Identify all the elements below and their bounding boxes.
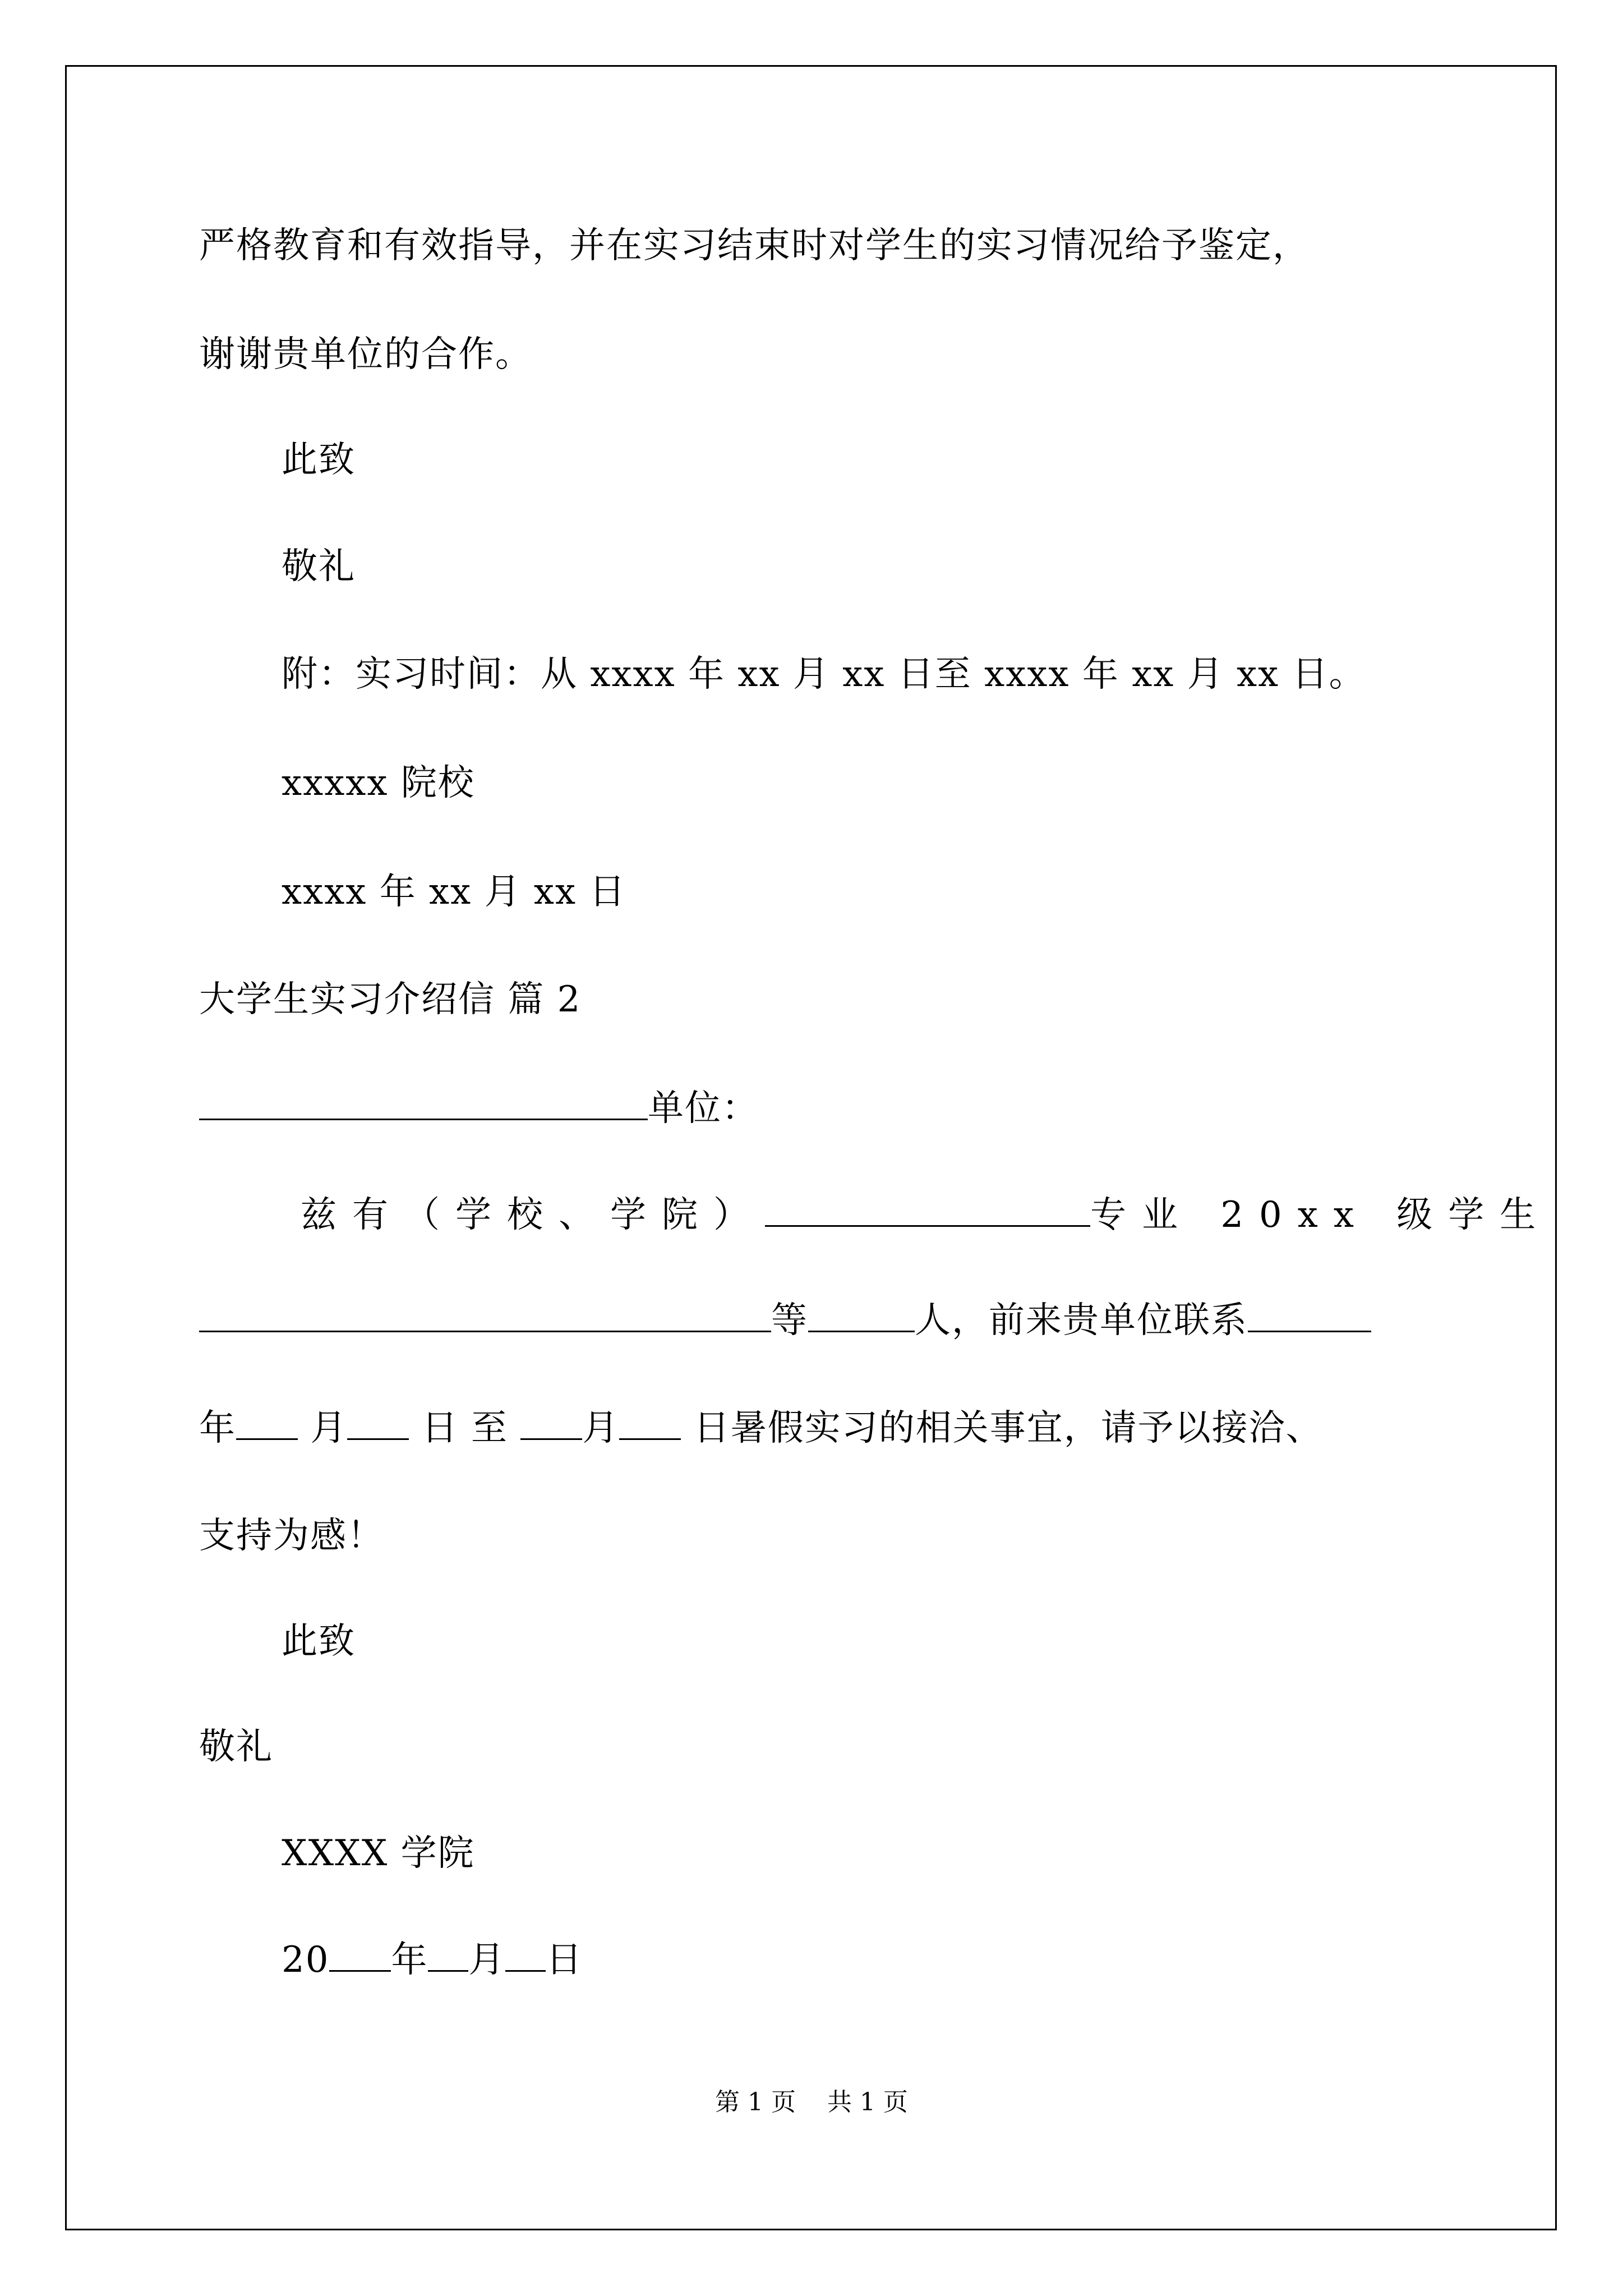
blank-underline: [808, 1297, 915, 1332]
introduction-line: [301, 1191, 1551, 1237]
school-signature: xxxxx 院校: [282, 762, 475, 804]
month-label: 月: [582, 1407, 620, 1449]
salutation: 此致: [282, 439, 356, 481]
regards: 敬礼: [282, 546, 356, 587]
blank-underline: [1248, 1297, 1371, 1332]
period-line: [199, 1405, 1323, 1451]
blank-underline: [329, 1936, 391, 1972]
section-heading: 大学生实习介绍信 篇 2: [199, 979, 582, 1020]
blank-underline: [199, 1085, 648, 1120]
blank-underline: [347, 1405, 409, 1440]
page-footer: 第 1 页 共 1 页: [715, 2088, 908, 2116]
month-label: 月: [468, 1939, 506, 1981]
major-grade-label: 专业 20xx 级学生: [1090, 1194, 1552, 1236]
signature-date: xxxx 年 xx 月 xx 日: [282, 871, 626, 913]
year-label: 年: [199, 1407, 236, 1449]
blank-underline: [520, 1405, 582, 1440]
blank-underline: [619, 1405, 681, 1440]
blank-underline: [199, 1297, 771, 1332]
year-label: 年: [391, 1939, 428, 1981]
signature-date: [282, 1936, 583, 1982]
school-college-label: 兹有（学校、学院）: [301, 1194, 765, 1236]
unit-label: 单位：: [648, 1088, 759, 1129]
blank-underline: [236, 1405, 298, 1440]
recipient-line: [199, 1085, 759, 1131]
regards: 敬礼: [199, 1726, 273, 1768]
etc-label: 等: [771, 1300, 808, 1341]
page-border: [65, 65, 1557, 2230]
people-contact-label: 人，前来贵单位联系: [915, 1300, 1248, 1341]
salutation: 此致: [282, 1621, 356, 1662]
attachment-line: 附：实习时间：从 xxxx 年 xx 月 xx 日至 xxxx 年 xx 月 xx 日。: [282, 654, 1366, 695]
day-to-label: 日 至: [421, 1407, 509, 1449]
blank-underline: [505, 1936, 546, 1972]
day-label: 日: [546, 1939, 583, 1981]
purpose-text: 日暑假实习的相关事宜，请予以接洽、: [693, 1407, 1323, 1449]
blank-underline: [765, 1191, 1090, 1227]
paragraph-line: 严格教育和有效指导，并在实习结束时对学生的实习情况给予鉴定，: [199, 225, 1310, 266]
college-signature: XXXX 学院: [282, 1833, 475, 1874]
paragraph-line: 支持为感！: [199, 1515, 384, 1557]
students-line: [199, 1297, 1371, 1343]
paragraph-line: 谢谢贵单位的合作。: [199, 334, 532, 375]
month-label: 月: [310, 1407, 348, 1449]
year-prefix: 20: [282, 1939, 330, 1981]
blank-underline: [428, 1936, 468, 1972]
